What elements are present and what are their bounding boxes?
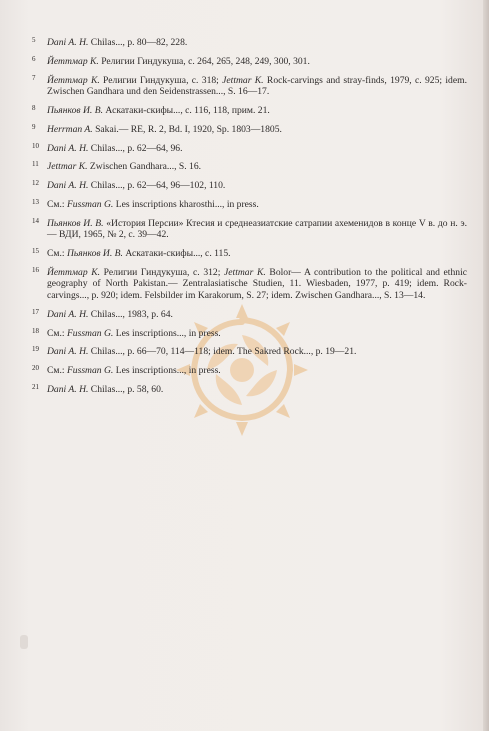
- footnote-author: Dani A. H.: [47, 308, 89, 320]
- footnote-author: Dani A. H.: [47, 346, 89, 358]
- footnote: [32, 248, 467, 260]
- footnote-number: 16: [32, 265, 39, 274]
- footnote-number: 8: [32, 103, 36, 112]
- footnote-author: Fussman G.: [66, 198, 114, 210]
- footnote-text: Bolor— A contribution to the political and ethnic geography of North Pakistan.— Zentralasiatische Studien, 11. Wiesbaden, 1977, p. 419; idem. Rock-carvings..., p. 920; idem. Felsbilder im Karakorum, S. 27; idem. Zwischen Gandhara..., S. 13—14.: [47, 266, 467, 301]
- footnote-number: 7: [32, 73, 36, 82]
- footnote-text: Chilas..., p. 80—82, 228.: [88, 37, 188, 48]
- footnote-number: 15: [32, 247, 39, 255]
- footnote-text: Les inscriptions kharosthi..., in press.: [113, 198, 259, 210]
- footnote: [32, 309, 467, 321]
- footnote: [32, 56, 467, 68]
- footnote: [32, 199, 467, 211]
- footnote-text: Chilas..., p. 62—64, 96—102, 110.: [88, 180, 226, 192]
- footnote-text: Религии Гиндукуша, с. 318;: [99, 74, 223, 86]
- footnote-author: Dani A. H.: [47, 142, 89, 154]
- footnote: [32, 105, 467, 117]
- footnote-number: 14: [32, 216, 39, 225]
- footnote-number: 19: [32, 345, 39, 354]
- footnote-author: Dani A. H.: [47, 180, 89, 192]
- footnote: [32, 365, 467, 377]
- footnote-text: Chilas..., p. 62—64, 96.: [88, 142, 183, 154]
- footnote-number: 5: [32, 36, 36, 44]
- footnote-text: Chilas..., p. 58, 60.: [88, 383, 164, 395]
- footnote-author: Пьянков И. В.: [47, 104, 103, 116]
- footnote-text: Аскатаки-скифы..., с. 115.: [122, 248, 231, 259]
- footnote-text: См.:: [47, 365, 67, 377]
- footnote-number: 10: [32, 141, 39, 150]
- footnote: [32, 328, 467, 340]
- footnote-number: 18: [32, 326, 39, 335]
- footnote-author: Jettmar K.: [47, 161, 88, 173]
- footnotes-list: [32, 37, 467, 403]
- footnote-text: См.:: [47, 248, 67, 259]
- footnote-author: Йеттмар К.: [47, 55, 99, 67]
- footnote-author: Йеттмар К.: [47, 266, 101, 278]
- footnote-text: Les inscriptions..., in press.: [113, 365, 221, 377]
- footnote-author: Jettmar K.: [222, 74, 264, 86]
- footnote-number: 11: [32, 160, 39, 169]
- footnote-author: Herrman A.: [47, 123, 93, 135]
- footnote-number: 12: [32, 179, 39, 188]
- footnote: [32, 161, 467, 173]
- footnote-text: Chilas..., 1983, p. 64.: [88, 308, 173, 320]
- footnote-number: 13: [32, 197, 39, 206]
- footnote: [32, 218, 467, 241]
- footnote-text: Zwischen Gandhara..., S. 16.: [87, 161, 202, 173]
- footnote-text: Sakai.— RE, R. 2, Bd. I, 1920, Sp. 1803—1805.: [92, 123, 282, 135]
- footnote: [32, 267, 467, 302]
- footnote: [32, 143, 467, 155]
- footnote-number: 9: [32, 122, 36, 131]
- page-smudge: [20, 635, 28, 649]
- footnote-text: Chilas..., p. 66—70, 114—118; idem. The Sakred Rock..., p. 19—21.: [88, 346, 357, 358]
- footnote-text: См.:: [47, 327, 67, 339]
- footnote: [32, 346, 467, 358]
- footnote-text: Les inscriptions..., in press.: [113, 327, 221, 339]
- footnote-number: 21: [32, 382, 39, 391]
- footnote-author: Пьянков И. В.: [66, 248, 123, 259]
- footnote-author: Dani A. H.: [47, 383, 89, 395]
- footnote-author: Пьянков И. В.: [47, 217, 104, 229]
- footnote: [32, 124, 467, 136]
- footnote-author: Dani A. H.: [47, 37, 89, 48]
- footnote-author: Jettmar K.: [224, 266, 266, 278]
- footnote-text: Религии Гиндукуша, с. 312;: [100, 266, 225, 278]
- footnote-author: Fussman G.: [66, 327, 114, 339]
- footnote: [32, 75, 467, 98]
- footnote-author: Fussman G.: [66, 365, 114, 377]
- footnote-text: См.:: [47, 198, 67, 210]
- footnote-number: 20: [32, 364, 39, 373]
- footnote: [32, 384, 467, 396]
- footnote-text: «История Персии» Ктесия и среднеазиатские сатрапии ахеменидов в конце V в. до н. э.— ВДИ, 1965, № 2, с. 39—42.: [47, 217, 467, 241]
- footnote-text: Религии Гиндукуша, с. 264, 265, 248, 249, 300, 301.: [98, 55, 310, 67]
- footnote-text: Аскатаки-скифы..., с. 116, 118, прим. 21.: [102, 104, 270, 116]
- footnote: [32, 180, 467, 192]
- footnote-number: 17: [32, 307, 39, 316]
- footnote-number: 6: [32, 54, 36, 63]
- footnote-text: Rock-carvings and stray-finds, 1979, c. 925; idem. Zwischen Gandhara und den Seidenstrassen..., S. 16—17.: [47, 74, 467, 98]
- footnote: [32, 37, 467, 49]
- page-edge: [483, 0, 489, 731]
- footnote-author: Йеттмар К.: [47, 74, 100, 86]
